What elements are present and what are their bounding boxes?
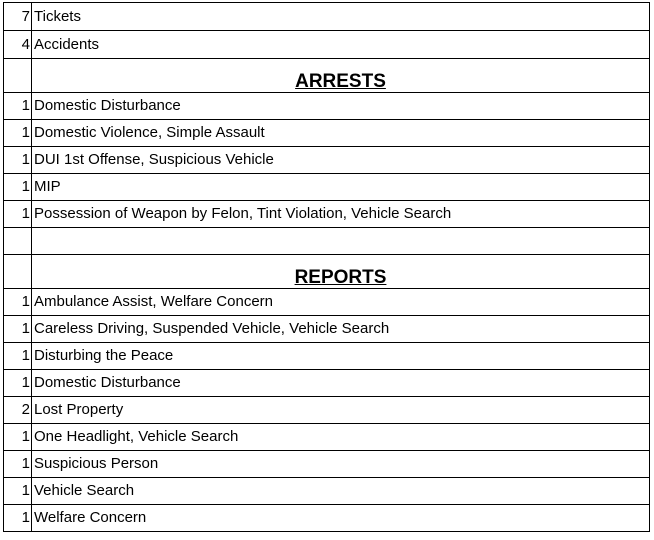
table-row bbox=[4, 3, 650, 31]
row-count: 1 bbox=[4, 93, 32, 120]
row-label: Vehicle Search bbox=[32, 478, 650, 505]
row-label: One Headlight, Vehicle Search bbox=[32, 424, 650, 451]
row-count: 1 bbox=[4, 201, 32, 228]
section-title: ARRESTS bbox=[32, 59, 650, 93]
row-label: Welfare Concern bbox=[32, 505, 650, 532]
table-row bbox=[4, 93, 650, 120]
row-count: 1 bbox=[4, 174, 32, 201]
table-row bbox=[4, 478, 650, 505]
row-label: Careless Driving, Suspended Vehicle, Vehicle Search bbox=[32, 316, 650, 343]
section-title: REPORTS bbox=[32, 255, 650, 289]
row-label-empty bbox=[32, 228, 650, 255]
table-row bbox=[4, 505, 650, 532]
table-row bbox=[4, 343, 650, 370]
row-count: 1 bbox=[4, 316, 32, 343]
table-row bbox=[4, 397, 650, 424]
row-count: 1 bbox=[4, 370, 32, 397]
table-row bbox=[4, 424, 650, 451]
row-label: Suspicious Person bbox=[32, 451, 650, 478]
row-label: Domestic Violence, Simple Assault bbox=[32, 120, 650, 147]
table-row bbox=[4, 31, 650, 59]
row-count: 1 bbox=[4, 289, 32, 316]
row-count: 1 bbox=[4, 147, 32, 174]
row-count: 1 bbox=[4, 505, 32, 532]
table-row bbox=[4, 174, 650, 201]
row-count: 1 bbox=[4, 343, 32, 370]
row-label: MIP bbox=[32, 174, 650, 201]
row-count: 1 bbox=[4, 120, 32, 147]
table-row bbox=[4, 120, 650, 147]
table-row bbox=[4, 289, 650, 316]
table-row bbox=[4, 201, 650, 228]
activity-table bbox=[3, 2, 650, 532]
row-label: Possession of Weapon by Felon, Tint Violation, Vehicle Search bbox=[32, 201, 650, 228]
row-label: Domestic Disturbance bbox=[32, 370, 650, 397]
row-label: Lost Property bbox=[32, 397, 650, 424]
spacer-row bbox=[4, 228, 650, 255]
row-label: Domestic Disturbance bbox=[32, 93, 650, 120]
row-count: 1 bbox=[4, 424, 32, 451]
section-header-reports bbox=[4, 255, 650, 289]
row-count: 1 bbox=[4, 478, 32, 505]
row-label: Tickets bbox=[32, 3, 650, 31]
row-count: 2 bbox=[4, 397, 32, 424]
table-row bbox=[4, 316, 650, 343]
table-row bbox=[4, 451, 650, 478]
row-count: 7 bbox=[4, 3, 32, 31]
row-label: Ambulance Assist, Welfare Concern bbox=[32, 289, 650, 316]
row-count-empty bbox=[4, 59, 32, 93]
row-label: Accidents bbox=[32, 31, 650, 59]
section-header-arrests bbox=[4, 59, 650, 93]
row-label: Disturbing the Peace bbox=[32, 343, 650, 370]
row-label: DUI 1st Offense, Suspicious Vehicle bbox=[32, 147, 650, 174]
row-count-empty bbox=[4, 255, 32, 289]
table-row bbox=[4, 147, 650, 174]
table-row bbox=[4, 370, 650, 397]
row-count-empty bbox=[4, 228, 32, 255]
row-count: 1 bbox=[4, 451, 32, 478]
row-count: 4 bbox=[4, 31, 32, 59]
